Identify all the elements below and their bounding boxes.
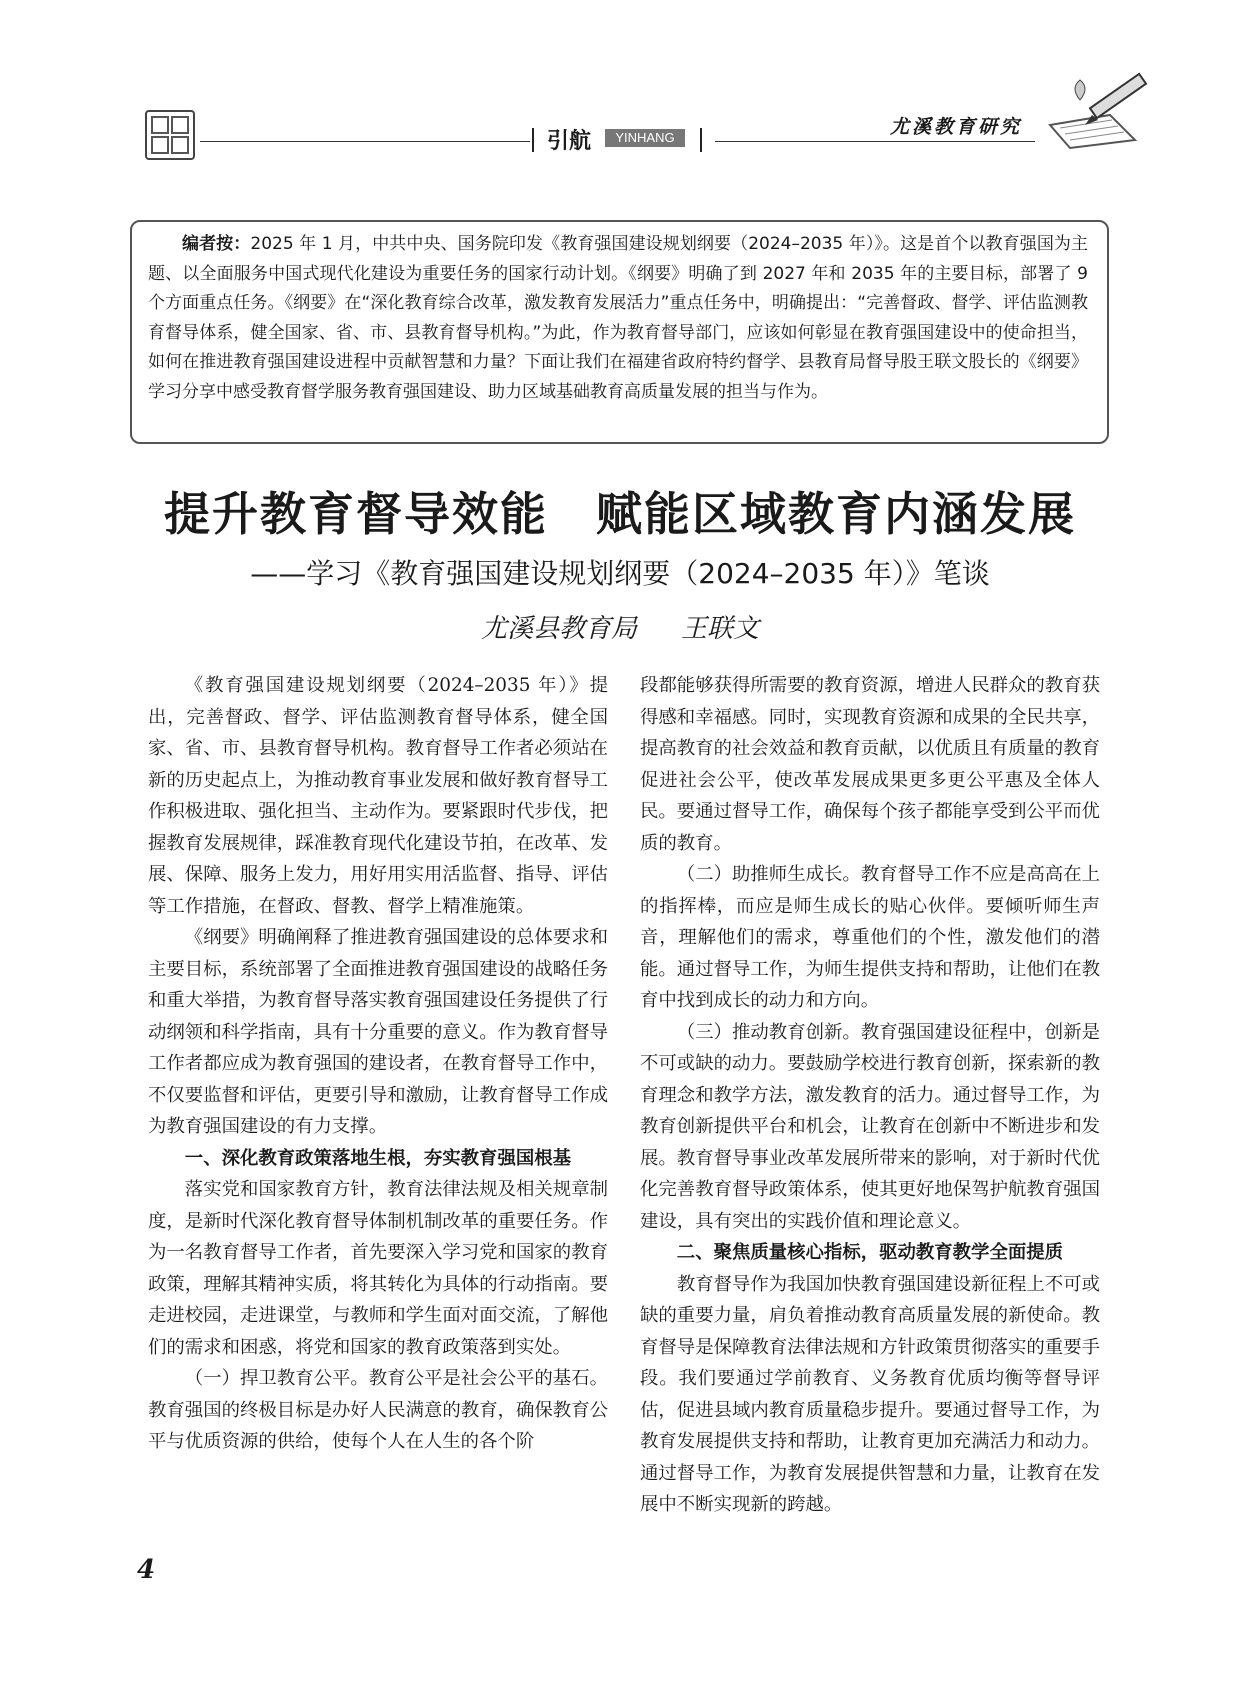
right-column: [640, 670, 1100, 1521]
left-column: [148, 670, 608, 1458]
paragraph: （一）捍卫教育公平。教育公平是社会公平的基石。教育强国的终极目标是办好人民满意的教育，确保教育公平与优质资源的供给，使每个人在人生的各个阶: [148, 1368, 608, 1452]
page-number: 4: [137, 1555, 156, 1585]
paragraph: 段都能够获得所需要的教育资源，增进人民群众的教育获得感和幸福感。同时，实现教育资源和成果的全民共享，提高教育的社会效益和教育贡献，以优质且有质量的教育促进社会公平，使改革发展成果更多更公平惠及全体人民。要通过督导工作，确保每个孩子都能享受到公平而优质的教育。: [640, 675, 1100, 854]
editor-note-text: 2025 年 1 月，中共中央、国务院印发《教育强国建设规划纲要（2024–2035 年）》。这是首个以教育强国为主题、以全面服务中国式现代化建设为重要任务的国家行动计划。《纲要》明确了到 2027 年和 2035 年的主要目标，部署了 9 个方面重点任务。《纲要》在“深化教育综合改革，激发教育发展活力”重点任务中，明确提出：“完善督政、督学、评估监测教育督导体系，健全国家、省、市、县教育督导机构。”为此，作为教育督导部门，应该如何彰显在教育强国建设中的使命担当，如何在推进教育强国建设进程中贡献智慧和力量？下面让我们在福建省政府特约督学、县教育局督导股王联文股长的《纲要》学习分享中感受教育督学服务教育强国建设、助力区域基础教育高质量发展的担当与作为。: [148, 234, 1088, 402]
section-name: 引航: [547, 129, 592, 154]
paragraph: （三）推动教育创新。教育强国建设征程中，创新是不可或缺的动力。要鼓励学校进行教育创新，探索新的教育理念和教学方法，激发教育的活力。通过督导工作，为教育创新提供平台和机会，让教育在创新中不断进步和发展。教育督导事业改革发展所带来的影响，对于新时代优化完善教育督导政策体系，使其更好地保驾护航教育强国建设，具有突出的实践价值和理论意义。: [640, 1021, 1100, 1232]
paragraph: 《纲要》明确阐释了推进教育强国建设的总体要求和主要目标，系统部署了全面推进教育强国建设的战略任务和重大举措，为教育督导落实教育强国建设任务提供了行动纲领和科学指南，具有十分重要的意义。作为教育督导工作者都应成为教育强国的建设者，在教育督导工作中，不仅要监督和评估，更要引导和激励，让教育督导工作成为教育强国建设的有力支撑。: [148, 927, 608, 1137]
paragraph: 《教育强国建设规划纲要（2024–2035 年）》提出，完善督政、督学、评估监测教育督导体系，健全国家、省、市、县教育督导机构。教育督导工作者必须站在新的历史起点上，为推动教育事业发展和做好教育督导工作积极进取、强化担当、主动作为。要紧跟时代步伐，把握教育发展规律，踩准教育现代化建设节拍，在改革、发展、保障、服务上发力，用好用实用活监督、指导、评估等工作措施，在督政、督教、督学上精准施策。: [148, 675, 608, 917]
editor-note: [148, 230, 1088, 407]
header-rule-right: [715, 141, 1035, 142]
editor-note-label: 编者按：: [182, 234, 251, 254]
section-heading: 一、深化教育政策落地生根，夯实教育强国根基: [184, 1147, 572, 1169]
author-name: 王联文: [681, 614, 760, 644]
paragraph: （二）助推师生成长。教育督导工作不应是高高在上的指挥棒，而应是师生成长的贴心伙伴。要倾听师生声音，理解他们的需求，尊重他们的个性，激发他们的潜能。通过督导工作，为师生提供支持和帮助，让他们在教育中找到成长的动力和方向。: [640, 864, 1100, 1011]
article-title: 提升教育督导效能 赋能区域教育内涵发展: [164, 487, 1076, 541]
header-divider: [700, 128, 702, 152]
section-heading: 二、聚焦质量核心指标，驱动教育教学全面提质: [676, 1242, 1064, 1263]
author-org: 尤溪县教育局: [480, 614, 637, 644]
seal-logo-icon: [145, 110, 195, 160]
journal-name: 尤溪教育研究: [890, 116, 1023, 138]
article-subtitle: ——学习《教育强国建设规划纲要（2024–2035 年）》笔谈: [250, 557, 990, 590]
section-tag: YINHANG: [605, 129, 685, 147]
paragraph: 落实党和国家教育方针，教育法律法规及相关规章制度，是新时代深化教育督导体制机制改革的重要任务。作为一名教育督导工作者，首先要深入学习党和国家的教育政策，理解其精神实质，将其转化为具体的行动指南。要走进校园，走进课堂，与教师和学生面对面交流，了解他们的需求和困惑，将党和国家的教育政策落到实处。: [148, 1179, 608, 1358]
header-divider: [532, 128, 534, 152]
pencil-icon: [1040, 70, 1150, 150]
paragraph: 教育督导作为我国加快教育强国建设新征程上不可或缺的重要力量，肩负着推动教育高质量发展的新使命。教育督导是保障教育法律法规和方针政策贯彻落实的重要手段。我们要通过学前教育、义务教育优质均衡等督导评估，促进县域内教育质量稳步提升。要通过督导工作，为教育发展提供支持和帮助，让教育更加充满活力和动力。通过督导工作，为教育发展提供智慧和力量，让教育在发展中不断实现新的跨越。: [640, 1273, 1100, 1515]
header-rule-left: [200, 141, 530, 142]
author-line: [0, 608, 1240, 645]
